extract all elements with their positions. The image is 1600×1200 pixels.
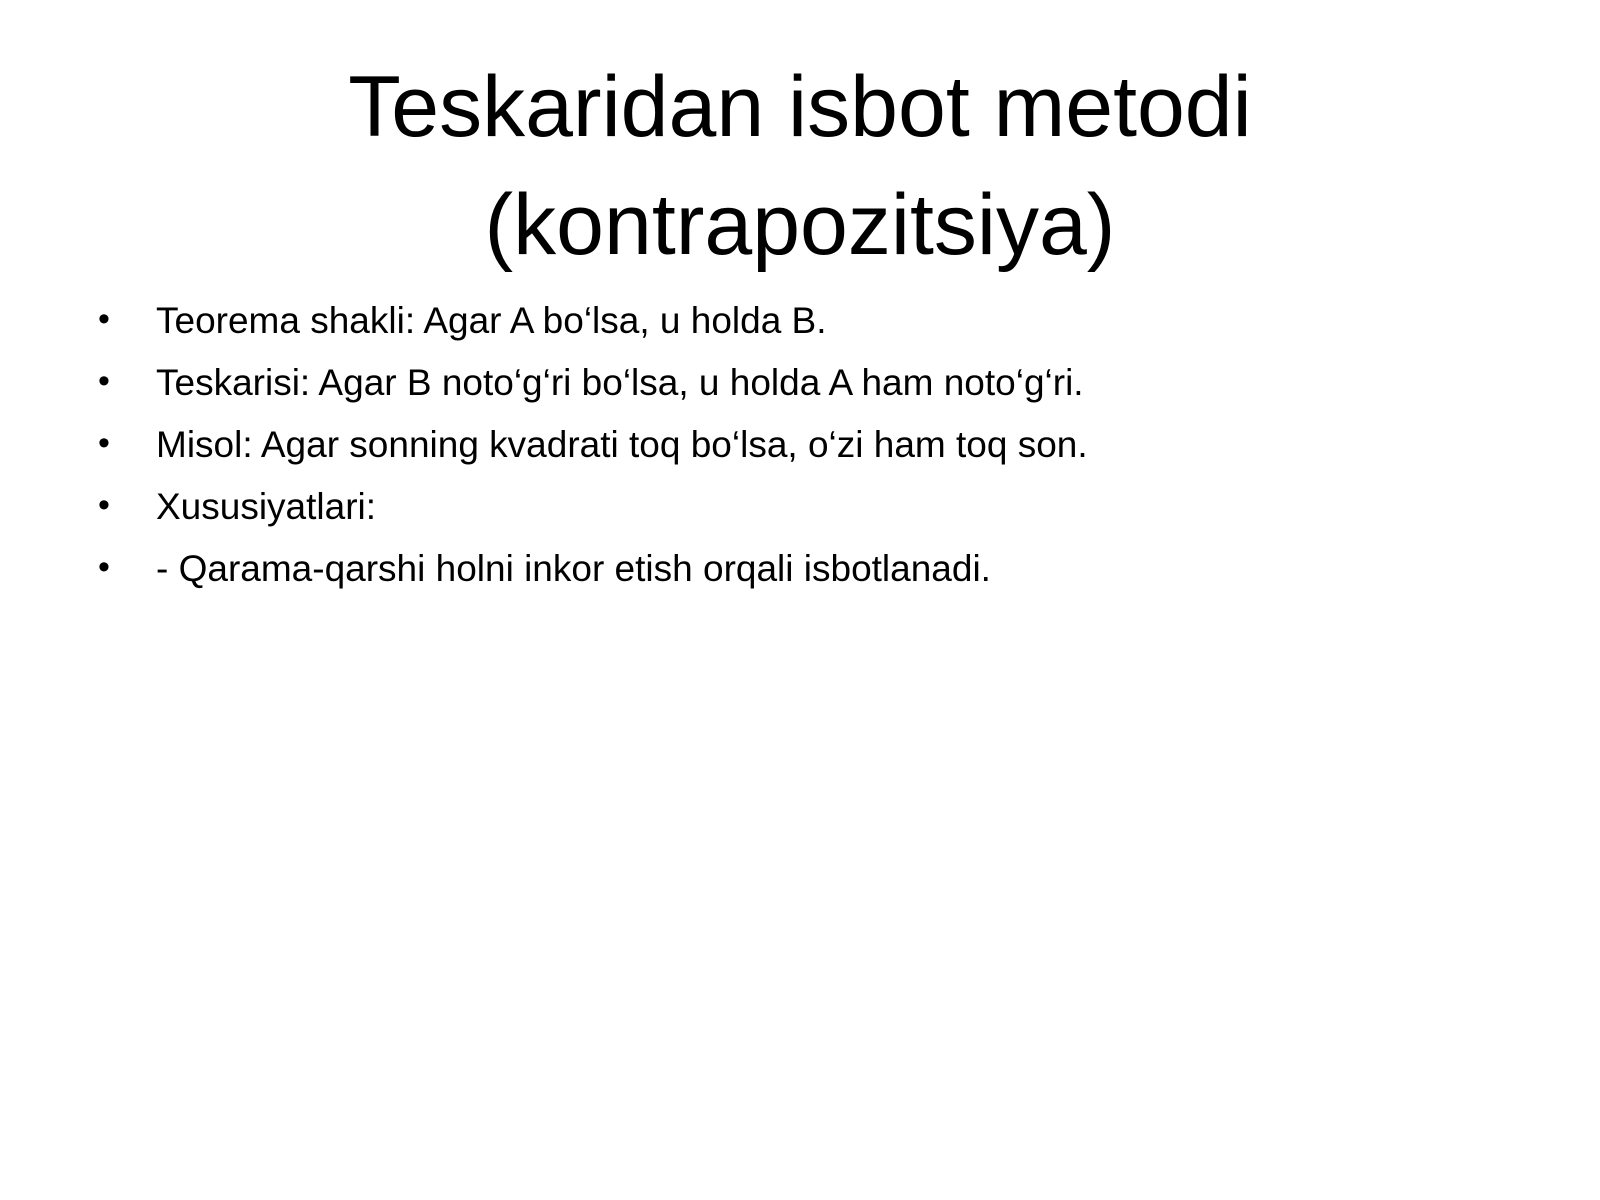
bullet-item-3 xyxy=(90,414,1510,476)
bullet-item-2 xyxy=(90,352,1510,414)
bullet-text: Xususiyatlari: xyxy=(156,486,377,527)
bullet-text: Teorema shakli: Agar A bo‘lsa, u holda B. xyxy=(156,300,827,341)
bullet-icon: • xyxy=(98,362,110,400)
bullet-icon: • xyxy=(98,548,110,586)
bullet-text: - Qarama-qarshi holni inkor etish orqali isbotlanadi. xyxy=(156,548,991,589)
slide-title xyxy=(110,48,1490,284)
bullet-item-4 xyxy=(90,476,1510,538)
bullet-item-5 xyxy=(90,538,1510,600)
slide-title-line-2: (kontrapozitsiya) xyxy=(484,177,1116,273)
bullet-text: Misol: Agar sonning kvadrati toq bo‘lsa, o‘zi ham toq son. xyxy=(156,424,1088,465)
slide-title-line-1: Teskaridan isbot metodi xyxy=(348,59,1252,155)
bullet-icon: • xyxy=(98,300,110,338)
bullet-list xyxy=(90,290,1510,600)
bullet-icon: • xyxy=(98,424,110,462)
bullet-icon: • xyxy=(98,486,110,524)
bullet-item-1 xyxy=(90,290,1510,352)
bullet-text: Teskarisi: Agar B noto‘g‘ri bo‘lsa, u holda A ham noto‘g‘ri. xyxy=(156,362,1084,403)
